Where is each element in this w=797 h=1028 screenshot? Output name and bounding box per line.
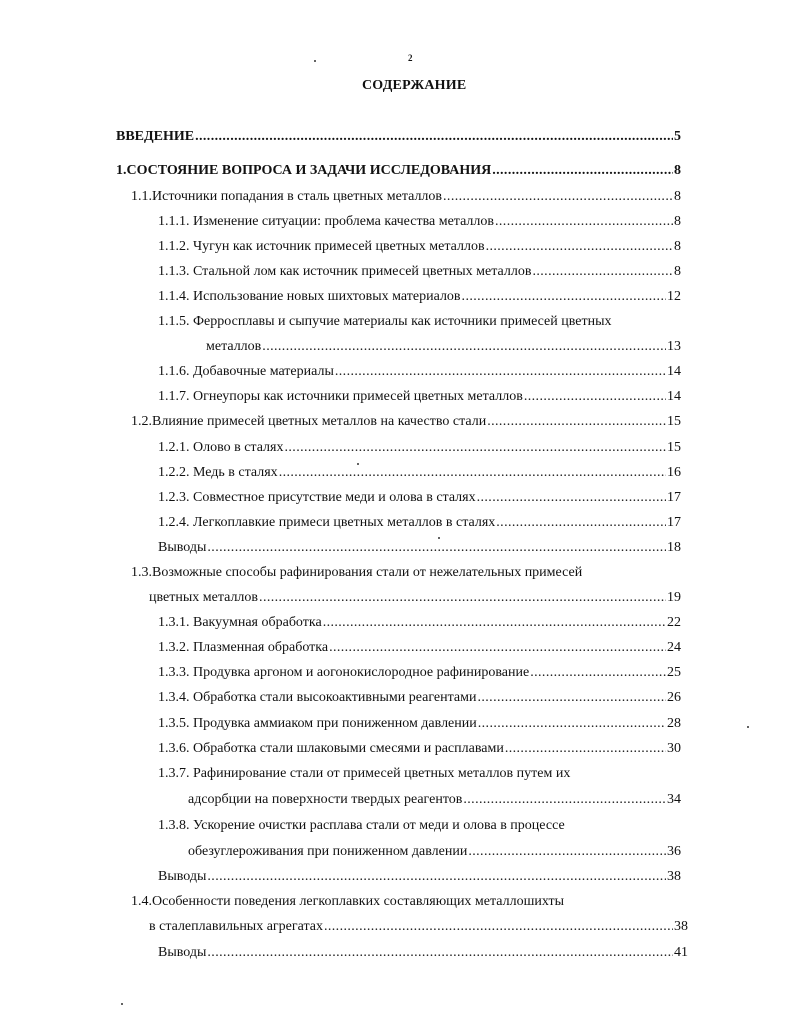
toc-label: 1.3.1. Вакуумная обработка <box>158 615 322 630</box>
toc-page-number: 38 <box>667 869 681 884</box>
toc-entry-1-3-7-line1: 1.3.7. Рафинирование стали от примесей цветных металлов путем их <box>158 766 571 781</box>
toc-dot-leader <box>329 639 666 657</box>
toc-entry-1-3-line1: 1.3.Возможные способы рафинирования стали от нежелательных примесей <box>131 565 583 580</box>
toc-page-number: 34 <box>667 792 681 807</box>
toc-dot-leader <box>530 664 666 682</box>
scan-speck <box>747 726 749 728</box>
toc-page-number: 38 <box>674 919 688 934</box>
toc-label: 1.1.7. Огнеупоры как источники примесей цветных металлов <box>158 389 523 404</box>
toc-dot-leader <box>262 338 666 356</box>
toc-dot-leader <box>443 188 673 206</box>
toc-entry-1-4-line1: 1.4.Особенности поведения легкоплавких составляющих металлошихты <box>131 894 565 909</box>
toc-dot-leader <box>259 589 666 607</box>
toc-entry-1-1-2 <box>158 238 681 256</box>
toc-entry-1-3 <box>149 589 681 607</box>
toc-entry-1-1-5-line1: 1.1.5. Ферросплавы и сыпучие материалы как источники примесей цветных <box>158 314 612 329</box>
toc-dot-leader <box>463 791 666 809</box>
toc-page-number: 17 <box>667 490 681 505</box>
toc-page-number: 12 <box>667 289 681 304</box>
toc-entry-1-2-conclusions <box>158 539 681 557</box>
toc-dot-leader <box>207 868 666 886</box>
toc-dot-leader <box>487 413 666 431</box>
toc-label: 1.2.1. Олово в сталях <box>158 440 284 455</box>
toc-label: 1.3.6. Обработка стали шлаковыми смесями и расплавами <box>158 741 504 756</box>
toc-page-number: 41 <box>674 945 688 960</box>
toc-entry-1-4 <box>149 918 688 936</box>
toc-label: Выводы <box>158 945 207 960</box>
toc-label: Выводы <box>158 869 207 884</box>
toc-entry-1-4-conclusions <box>158 944 688 962</box>
toc-entry-1-2-4 <box>158 514 681 532</box>
toc-label: Выводы <box>158 540 207 555</box>
toc-page-number: 8 <box>674 189 681 204</box>
toc-entry-1-3-1 <box>158 614 681 632</box>
toc-dot-leader <box>532 263 673 281</box>
toc-entry-1-3-6 <box>158 740 681 758</box>
toc-label: обезуглероживания при пониженном давлении <box>188 844 468 859</box>
toc-entry-1-3-2 <box>158 639 681 657</box>
toc-page-number: 14 <box>667 364 681 379</box>
toc-label: 1.1.2. Чугун как источник примесей цветных металлов <box>158 239 485 254</box>
toc-entry-1-2-3 <box>158 489 681 507</box>
toc-page-number: 16 <box>667 465 681 480</box>
toc-entry-1-2-2 <box>158 464 681 482</box>
toc-dot-leader <box>279 464 666 482</box>
toc-entry-1-3-3 <box>158 664 681 682</box>
toc-entry-1-1-4 <box>158 288 681 306</box>
toc-dot-leader <box>207 944 673 962</box>
toc-label: 1.1.Источники попадания в сталь цветных металлов <box>131 189 443 204</box>
toc-dot-leader <box>324 918 673 936</box>
toc-page-number: 18 <box>667 540 681 555</box>
toc-entry-1-3-conclusions <box>158 868 681 886</box>
toc-entry-1-3-4 <box>158 689 681 707</box>
toc-dot-leader <box>505 740 666 758</box>
toc-dot-leader <box>323 614 666 632</box>
toc-page-number: 17 <box>667 515 681 530</box>
toc-label: ВВЕДЕНИЕ <box>116 129 195 144</box>
toc-page-number: 22 <box>667 615 681 630</box>
toc-page-number: 8 <box>674 239 681 254</box>
toc-page-number: 8 <box>674 214 681 229</box>
toc-label: металлов <box>206 339 262 354</box>
toc-dot-leader <box>486 238 673 256</box>
toc-entry-1-1 <box>131 188 681 206</box>
page-number: 2 <box>408 53 413 63</box>
toc-page-number: 15 <box>667 440 681 455</box>
toc-label: 1.3.5. Продувка аммиаком при пониженном давлении <box>158 716 477 731</box>
toc-label: 1.1.3. Стальной лом как источник примесей цветных металлов <box>158 264 532 279</box>
toc-dot-leader <box>492 162 673 180</box>
toc-label: цветных металлов <box>149 590 259 605</box>
toc-page-number: 30 <box>667 741 681 756</box>
toc-label: 1.2.2. Медь в сталях <box>158 465 278 480</box>
toc-label: 1.1.6. Добавочные материалы <box>158 364 334 379</box>
scan-speck <box>121 1003 123 1005</box>
toc-page-number: 8 <box>674 163 681 178</box>
toc-label: 1.1.1. Изменение ситуации: проблема качества металлов <box>158 214 494 229</box>
toc-dot-leader <box>285 439 667 457</box>
toc-entry-1-1-6 <box>158 363 681 381</box>
toc-dot-leader <box>524 388 666 406</box>
toc-entry-1-3-8-line1: 1.3.8. Ускорение очистки расплава стали от меди и олова в процессе <box>158 818 565 833</box>
toc-dot-leader <box>496 514 666 532</box>
toc-dot-leader <box>335 363 666 381</box>
toc-page-number: 15 <box>667 414 681 429</box>
toc-page-number: 5 <box>674 129 681 144</box>
toc-entry-intro <box>116 128 681 146</box>
toc-page-number: 13 <box>667 339 681 354</box>
toc-label: адсорбции на поверхности твердых реагентов <box>188 792 463 807</box>
toc-dot-leader <box>462 288 666 306</box>
toc-dot-leader <box>207 539 666 557</box>
toc-dot-leader <box>468 843 666 861</box>
toc-dot-leader <box>195 128 673 146</box>
toc-label: 1.3.4. Обработка стали высокоактивными реагентами <box>158 690 477 705</box>
toc-page-number: 14 <box>667 389 681 404</box>
toc-dot-leader <box>478 715 666 733</box>
toc-label: 1.СОСТОЯНИЕ ВОПРОСА И ЗАДАЧИ ИССЛЕДОВАНИЯ <box>116 163 492 178</box>
toc-label: 1.2.4. Легкоплавкие примеси цветных металлов в сталях <box>158 515 496 530</box>
toc-entry-1-3-7 <box>188 791 681 809</box>
toc-label: 1.2.Влияние примесей цветных металлов на качество стали <box>131 414 487 429</box>
toc-label: 1.1.4. Использование новых шихтовых материалов <box>158 289 461 304</box>
page-title: СОДЕРЖАНИЕ <box>362 78 467 93</box>
toc-entry-1-3-8 <box>188 843 681 861</box>
toc-page-number: 8 <box>674 264 681 279</box>
toc-page-number: 26 <box>667 690 681 705</box>
toc-entry-1-2 <box>131 413 681 431</box>
toc-page-number: 19 <box>667 590 681 605</box>
toc-label: в сталеплавильных агрегатах <box>149 919 323 934</box>
toc-entry-1-3-5 <box>158 715 681 733</box>
toc-label: 1.3.3. Продувка аргоном и аогонокислородное рафинирование <box>158 665 530 680</box>
toc-entry-chapter-1 <box>116 162 681 180</box>
toc-entry-1-1-3 <box>158 263 681 281</box>
toc-page-number: 25 <box>667 665 681 680</box>
toc-dot-leader <box>477 489 666 507</box>
toc-page-number: 36 <box>667 844 681 859</box>
toc-entry-1-1-5 <box>206 338 681 356</box>
toc-dot-leader <box>477 689 666 707</box>
toc-page-number: 28 <box>667 716 681 731</box>
toc-label: 1.2.3. Совместное присутствие меди и олова в сталях <box>158 490 476 505</box>
toc-dot-leader <box>495 213 673 231</box>
toc-page-number: 24 <box>667 640 681 655</box>
toc-entry-1-1-1 <box>158 213 681 231</box>
toc-entry-1-2-1 <box>158 439 681 457</box>
scan-speck <box>314 60 316 62</box>
toc-label: 1.3.2. Плазменная обработка <box>158 640 329 655</box>
toc-entry-1-1-7 <box>158 388 681 406</box>
